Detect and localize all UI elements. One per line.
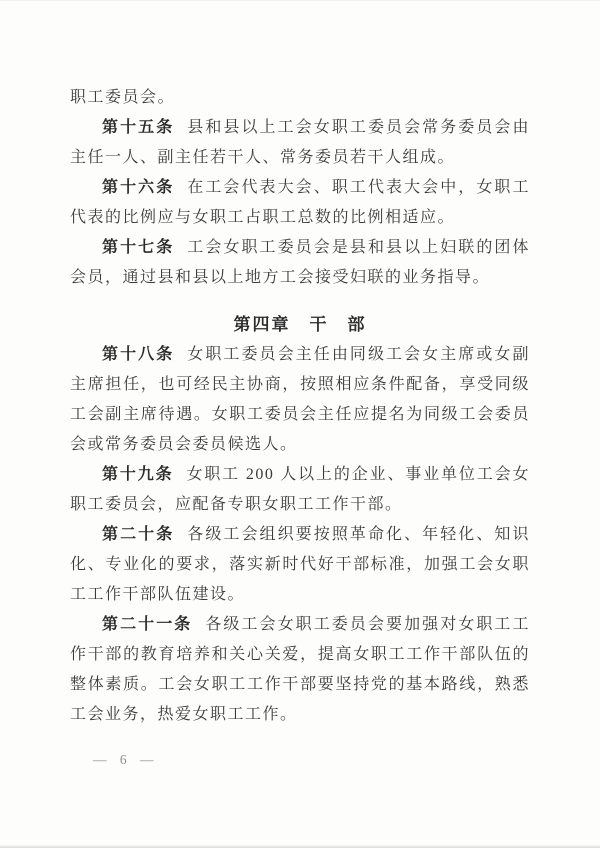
chapter-heading: 第四章 干 部 xyxy=(233,315,367,334)
article-21-text: 各级工会女职工委员会要加强对女职工工作干部的教育培养和关心关爱，提高女职工工作干部队伍的整体素质。工会女职工工作干部要坚持党的基本路线，熟悉工会业务，热爱女职工工作。 xyxy=(70,616,530,723)
article-17-term: 第十七条 xyxy=(102,239,175,256)
paragraph-continuation: 职工委员会。 xyxy=(70,89,176,106)
article-16-text: 在工会代表大会、职工代表大会中，女职工代表的比例应与女职工占职工总数的比例相适应。 xyxy=(70,179,530,226)
article-20-term: 第二十条 xyxy=(102,526,175,543)
article-15 xyxy=(70,113,530,173)
page-number: — 6 — xyxy=(93,752,159,767)
article-18-term: 第十八条 xyxy=(102,346,175,363)
article-18-text: 女职工委员会主任由同级工会女主席或女副主席担任，也可经民主协商，按照相应条件配备，享受同级工会副主席待遇。女职工委员会主任应提名为同级工会委员会或常务委员会委员候选人。 xyxy=(70,346,530,453)
article-16 xyxy=(70,173,530,233)
article-16-term: 第十六条 xyxy=(102,179,175,196)
article-18 xyxy=(70,340,530,460)
article-21-term: 第二十一条 xyxy=(102,616,193,633)
article-15-text: 县和县以上工会女职工委员会常务委员会由主任一人、副主任若干人、常务委员若干人组成。 xyxy=(70,119,530,166)
article-17 xyxy=(70,233,530,293)
article-21 xyxy=(70,610,530,730)
article-19-term: 第十九条 xyxy=(102,466,174,483)
document-body xyxy=(70,83,530,730)
article-20-text: 各级工会组织要按照革命化、年轻化、知识化、专业化的要求，落实新时代好干部标准，加强工会女职工工作干部队伍建设。 xyxy=(70,526,530,603)
article-19 xyxy=(70,460,530,520)
article-20 xyxy=(70,520,530,610)
article-17-text: 工会女职工委员会是县和县以上妇联的团体会员，通过县和县以上地方工会接受妇联的业务指导。 xyxy=(70,239,530,286)
article-19-text: 女职工 200 人以上的企业、事业单位工会女职工委员会，应配备专职女职工工作干部。 xyxy=(70,466,530,513)
article-15-term: 第十五条 xyxy=(102,119,175,136)
